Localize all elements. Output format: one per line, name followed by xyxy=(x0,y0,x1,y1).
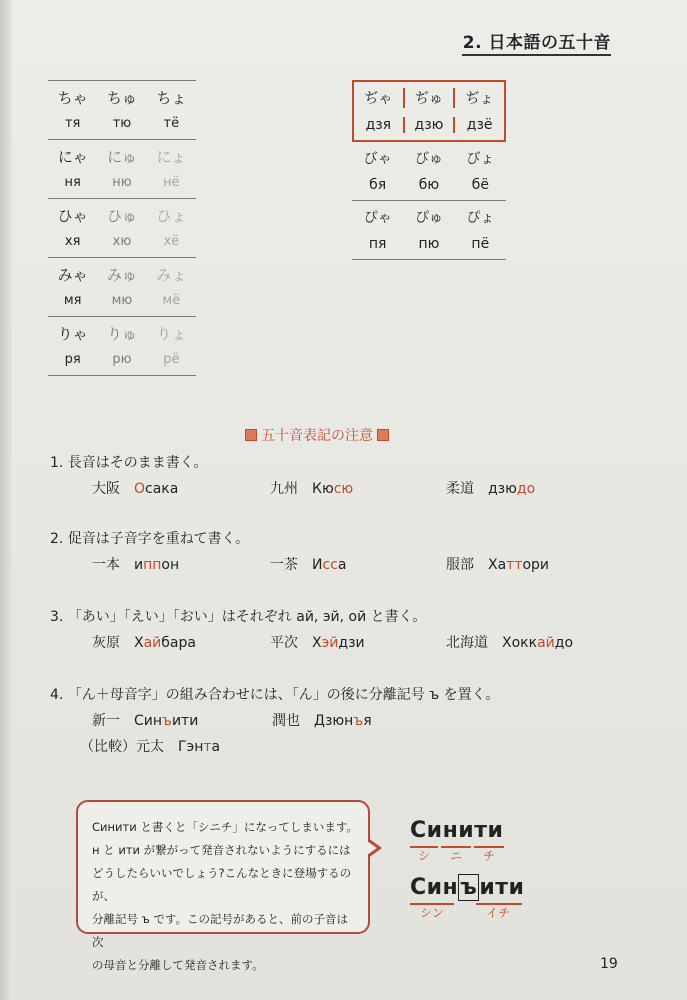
kana-cell: ちょ xyxy=(156,88,187,107)
letters: Х xyxy=(312,635,322,651)
example-russian xyxy=(134,481,178,497)
cyrillic-row xyxy=(48,287,196,313)
cyrillic-row xyxy=(354,111,504,138)
right-kana-table xyxy=(352,80,506,260)
cyrillic-cell: бю xyxy=(418,176,440,193)
cyrillic-row xyxy=(48,169,196,195)
cyrillic-cell: нё xyxy=(163,174,180,190)
cyrillic-cell: рё xyxy=(163,351,180,367)
cyrillic-row xyxy=(48,110,196,136)
example-item xyxy=(446,554,549,574)
page-number: 19 xyxy=(600,956,618,972)
letters: дзю xyxy=(488,481,517,497)
cyrillic-cell: бя xyxy=(369,176,387,193)
kana-cell: びゃ xyxy=(363,150,392,167)
example-item xyxy=(92,632,196,652)
cyrillic-cell: мё xyxy=(162,292,181,308)
example-russian xyxy=(502,635,573,651)
kana-row xyxy=(352,144,506,171)
table-row-pair xyxy=(48,80,196,140)
cyrillic-row xyxy=(48,346,196,372)
highlighted-letters: ай xyxy=(537,635,555,651)
callout-line: の母音と分離して発音されます。 xyxy=(92,958,264,972)
letters: И xyxy=(312,557,323,573)
example-japanese: 北海道 xyxy=(446,635,488,651)
letters: он xyxy=(161,557,180,573)
example-russian xyxy=(314,713,372,729)
demo-syllable: Си xyxy=(410,818,443,843)
demo-word-sinichi xyxy=(410,818,503,843)
letters: до xyxy=(554,635,574,651)
square-bullet-icon xyxy=(245,429,257,441)
example-russian xyxy=(312,557,346,573)
rule-text: 1. 長音はそのまま書く。 xyxy=(50,455,208,471)
cyrillic-cell: бё xyxy=(471,176,489,193)
book-binding-shadow xyxy=(0,0,12,1000)
cyrillic-cell: тё xyxy=(163,115,180,131)
highlighted-letters: сю xyxy=(333,481,354,497)
kana-cell: びゅ xyxy=(414,150,443,167)
demo-word-sin-iti xyxy=(410,875,524,900)
table-row-pair xyxy=(352,201,506,260)
example-russian xyxy=(312,481,353,497)
example-item xyxy=(92,710,198,730)
example-russian xyxy=(312,635,365,651)
cyrillic-cell: дзё xyxy=(453,117,504,133)
demo-reading: イチ xyxy=(486,906,511,920)
letters: Дзюн xyxy=(314,713,354,729)
kana-row xyxy=(48,261,196,287)
highlighted-letters: т xyxy=(203,739,212,755)
left-kana-table xyxy=(48,80,196,376)
demo-syllable: ни xyxy=(442,818,475,843)
table-row-pair xyxy=(48,258,196,317)
kana-cell: みゃ xyxy=(57,265,88,284)
cyrillic-cell: хя xyxy=(64,233,81,249)
example-item xyxy=(446,478,535,498)
example-item xyxy=(270,478,353,498)
rule-text: 2. 促音は子音字を重ねて書く。 xyxy=(50,531,250,547)
example-russian xyxy=(134,635,196,651)
letters: я xyxy=(363,713,372,729)
example-japanese: 九州 xyxy=(270,481,298,497)
letters: Кю xyxy=(312,481,334,497)
callout-line: どうしたらいいでしょう?こんなときに登場するのが、 xyxy=(92,866,352,903)
kana-row xyxy=(354,84,504,111)
demo-reading: チ xyxy=(483,849,496,863)
example-item xyxy=(446,632,573,652)
demo-syllable: ти xyxy=(474,818,504,843)
rule-text: 4. 「ん＋母音字」の組み合わせには、「ん」の後に分離記号 ъ を置く。 xyxy=(50,687,500,703)
kana-cell: ぢゃ xyxy=(364,90,393,107)
kana-cell: びょ xyxy=(466,150,495,167)
kana-cell: みょ xyxy=(156,265,187,284)
example-japanese: （比較）元太 xyxy=(80,739,164,755)
cyrillic-cell: мю xyxy=(111,292,133,308)
callout-pointer-fill xyxy=(367,841,377,855)
letters: бара xyxy=(161,635,196,651)
example-item xyxy=(80,736,220,756)
kana-cell: ぴゃ xyxy=(363,209,392,226)
example-item xyxy=(92,478,178,498)
example-item xyxy=(270,632,365,652)
cyrillic-cell: дзя xyxy=(365,116,392,133)
callout-line: Синити と書くと「シニチ」になってしまいます。 xyxy=(92,820,358,834)
kana-cell: ぴょ xyxy=(466,209,495,226)
cyrillic-cell: ня xyxy=(64,174,81,190)
example-russian xyxy=(134,557,179,573)
letters: Х xyxy=(134,635,144,651)
header-rule xyxy=(462,54,611,56)
example-item xyxy=(272,710,372,730)
kana-cell: ぢょ xyxy=(453,88,504,108)
highlighted-letters: ъ xyxy=(162,713,172,729)
letters: Хокк xyxy=(502,635,538,651)
letters: а xyxy=(211,739,221,755)
example-japanese: 新一 xyxy=(92,713,120,729)
highlighted-letters: до xyxy=(516,481,536,497)
cyrillic-cell: пю xyxy=(418,235,440,252)
kana-row xyxy=(48,84,196,110)
example-russian xyxy=(178,739,220,755)
callout-line: 分離記号 ъ です。この記号があると、前の子音は次 xyxy=(92,912,349,949)
table-row-pair xyxy=(48,317,196,376)
kana-cell: ひょ xyxy=(156,206,187,225)
cyrillic-cell: хю xyxy=(112,233,132,249)
cyrillic-cell: хё xyxy=(163,233,180,249)
kana-cell: ひゅ xyxy=(106,206,137,225)
letters: сака xyxy=(145,481,179,497)
letters: Гэн xyxy=(178,739,204,755)
letters: дзи xyxy=(338,635,365,651)
letters: Ха xyxy=(488,557,507,573)
example-russian xyxy=(134,713,198,729)
demo-reading: シン xyxy=(420,906,444,920)
cyrillic-row xyxy=(352,230,506,257)
example-russian xyxy=(488,481,535,497)
demo-reading: ニ xyxy=(450,849,463,863)
table-row-pair xyxy=(48,199,196,258)
section-title-text: 五十音表記の注意 xyxy=(261,428,373,444)
table-row-pair xyxy=(48,140,196,199)
table-row-pair xyxy=(352,142,506,201)
section-title xyxy=(245,425,389,445)
kana-cell: ひゃ xyxy=(57,206,88,225)
cyrillic-cell: ря xyxy=(64,351,81,367)
highlighted-dz-row-box xyxy=(352,80,506,142)
cyrillic-row xyxy=(352,171,506,198)
highlighted-letters: О xyxy=(134,481,146,497)
rule-text: 3. 「あい」「えい」「おい」はそれぞれ ай, эй, ой と書く。 xyxy=(50,609,427,625)
kana-row xyxy=(48,320,196,346)
explanation-callout xyxy=(76,800,370,972)
kana-cell: みゅ xyxy=(106,265,137,284)
example-item xyxy=(92,554,179,574)
cyrillic-cell: ню xyxy=(112,174,132,190)
cyrillic-cell: пя xyxy=(368,235,387,252)
kana-row xyxy=(48,202,196,228)
example-russian xyxy=(488,557,549,573)
demo-syllable: Син xyxy=(410,875,459,900)
kana-cell: ぢゅ xyxy=(403,88,454,108)
example-japanese: 一本 xyxy=(92,557,120,573)
kana-cell: にゅ xyxy=(107,147,137,166)
letters: а xyxy=(337,557,347,573)
letters: и xyxy=(134,557,144,573)
cyrillic-cell: тя xyxy=(64,115,81,131)
square-bullet-icon xyxy=(377,429,389,441)
demo-syllable: ити xyxy=(479,875,525,900)
cyrillic-cell: мя xyxy=(63,292,82,308)
kana-cell: ぴゅ xyxy=(414,209,443,226)
example-japanese: 一茶 xyxy=(270,557,298,573)
cyrillic-cell: дзю xyxy=(403,117,454,133)
hard-sign-box: ъ xyxy=(460,875,478,900)
example-japanese: 服部 xyxy=(446,557,474,573)
kana-cell: りょ xyxy=(156,324,187,343)
example-japanese: 柔道 xyxy=(446,481,474,497)
cyrillic-row xyxy=(48,228,196,254)
example-japanese: 大阪 xyxy=(92,481,120,497)
chapter-header-title: 2. 日本語の五十音 xyxy=(462,33,611,53)
kana-row xyxy=(48,143,196,169)
demo-reading: シ xyxy=(418,849,431,863)
example-japanese: 灰原 xyxy=(92,635,120,651)
callout-line: н と ити が繋がって発音されないようにするには xyxy=(92,843,351,857)
highlighted-letters: ай xyxy=(143,635,162,651)
highlighted-letters: тт xyxy=(506,557,523,573)
cyrillic-cell: тю xyxy=(112,115,132,131)
letters: Син xyxy=(134,713,163,729)
example-japanese: 平次 xyxy=(270,635,298,651)
example-japanese: 潤也 xyxy=(272,713,300,729)
kana-cell: りゅ xyxy=(106,324,137,343)
letters: ити xyxy=(171,713,199,729)
highlighted-letters: ъ xyxy=(353,713,364,729)
kana-cell: にゃ xyxy=(57,147,88,166)
kana-cell: ちゃ xyxy=(57,88,88,107)
cyrillic-cell: рю xyxy=(112,351,132,367)
kana-row xyxy=(352,203,506,230)
letters: ори xyxy=(522,557,550,573)
kana-cell: ちゅ xyxy=(106,88,137,107)
kana-cell: にょ xyxy=(156,147,187,166)
kana-cell: りゃ xyxy=(57,324,88,343)
highlighted-letters: эй xyxy=(321,635,339,651)
highlighted-letters: пп xyxy=(143,557,162,573)
example-item xyxy=(270,554,346,574)
highlighted-letters: сс xyxy=(322,557,338,573)
cyrillic-cell: пё xyxy=(471,235,490,252)
